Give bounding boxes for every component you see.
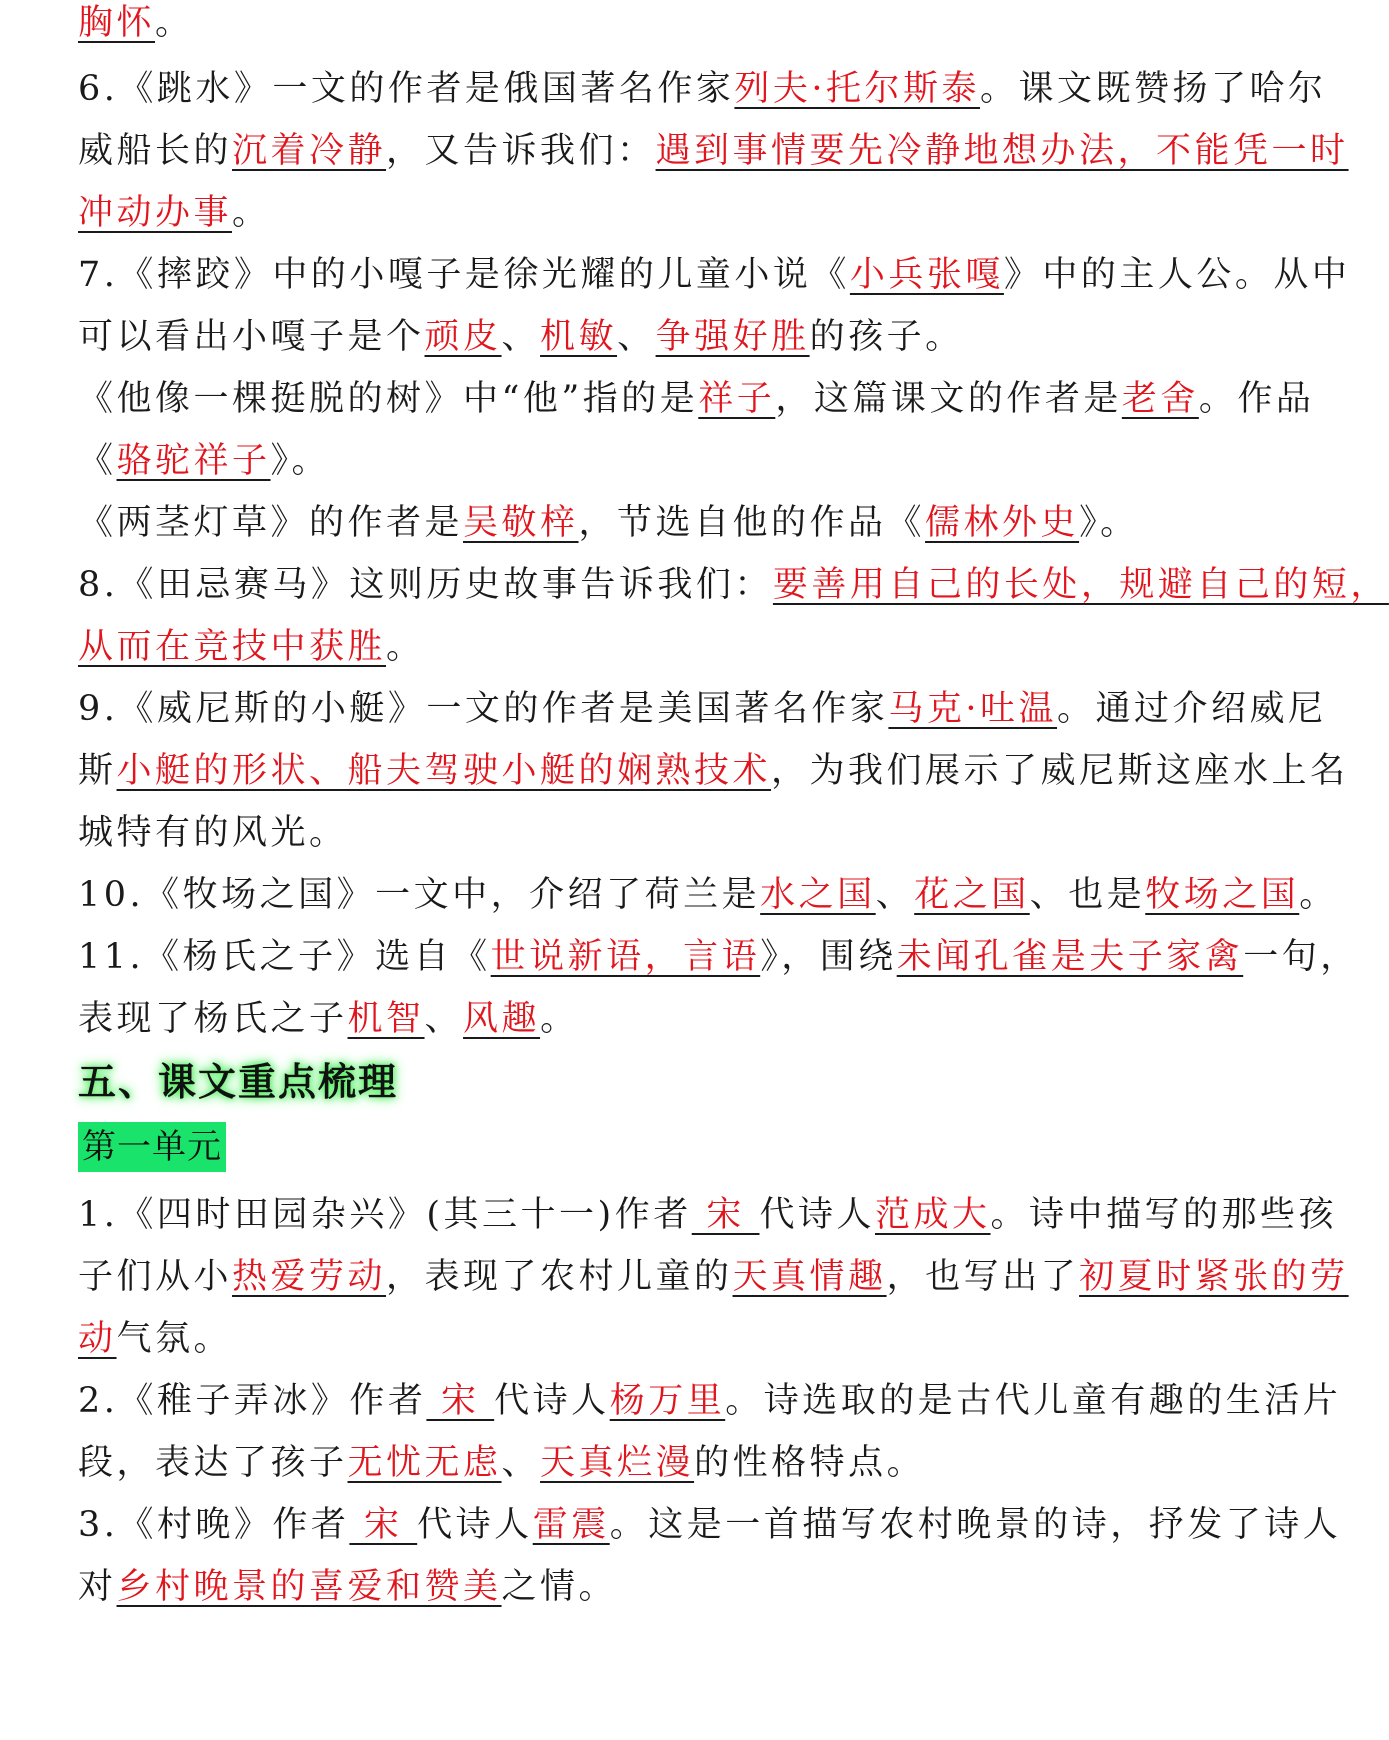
text-line	[78, 810, 348, 856]
answer-blank: 雷震	[532, 1505, 610, 1545]
answer-blank: 天真烂漫	[540, 1443, 695, 1483]
line-text: 子们从小	[78, 1257, 233, 1297]
text-line	[78, 314, 964, 360]
line-text: 的孩子。	[809, 317, 964, 357]
text-line	[78, 1378, 1341, 1424]
line-text: ，为我们展示了威尼斯这座水上名	[771, 751, 1349, 791]
text-line	[78, 1502, 1341, 1548]
line-text: 可以看出小嘎子是个	[78, 317, 425, 357]
text-line	[78, 562, 1389, 608]
line-text: 《两茎灯草》的作者是	[78, 503, 464, 543]
line-text: 10.《牧场之国》一文中，介绍了荷兰是	[78, 875, 761, 915]
answer-blank: 宋	[426, 1381, 495, 1421]
text-line	[78, 0, 194, 46]
line-text: 的性格特点。	[694, 1443, 926, 1483]
answer-blank: 沉着冷静	[232, 131, 387, 171]
answer-blank: 顽皮	[424, 317, 502, 357]
answer-blank: 胸怀	[78, 3, 156, 43]
text-line	[78, 1440, 925, 1486]
text-line	[78, 1564, 617, 1610]
text-line	[78, 686, 1327, 732]
answer-blank: 杨万里	[609, 1381, 726, 1421]
text-line	[78, 624, 425, 670]
answer-blank: 机智	[347, 999, 425, 1039]
answer-blank: 小兵张嘎	[849, 255, 1004, 295]
line-text: 、	[501, 317, 541, 357]
line-text: 。	[155, 3, 194, 43]
answer-blank: 乡村晚景的喜爱和赞美	[116, 1567, 502, 1607]
line-text: 威船长的	[78, 131, 233, 171]
line-text: 段，表达了孩子	[78, 1443, 348, 1483]
answer-blank: 从而在竞技中获胜	[78, 627, 387, 667]
text-line	[78, 128, 1349, 174]
line-text: ，表现了农村儿童的	[386, 1257, 733, 1297]
line-text: 。	[540, 999, 579, 1039]
line-text: 、	[617, 317, 656, 357]
text-line	[78, 66, 1327, 112]
answer-blank: 老舍	[1121, 379, 1199, 419]
answer-blank: 小艇的形状、船夫驾驶小艇的娴熟技术	[116, 751, 772, 791]
answer-blank: 吴敬梓	[463, 503, 579, 543]
line-text: 气氛。	[116, 1319, 233, 1359]
answer-blank: 冲动办事	[78, 193, 233, 233]
line-text: 。诗中描写的那些孩	[990, 1195, 1338, 1235]
line-text: 表现了杨氏之子	[78, 999, 348, 1039]
text-line	[78, 500, 1139, 546]
text-line	[78, 252, 1350, 298]
answer-blank: 动	[78, 1319, 117, 1359]
line-text: 8.《田忌赛马》这则历史故事告诉我们：	[78, 565, 773, 605]
answer-blank: 花之国	[914, 875, 1030, 915]
line-text: 。通过介绍威尼	[1057, 689, 1327, 729]
answer-blank: 水之国	[760, 875, 876, 915]
answer-blank: 争强好胜	[655, 317, 810, 357]
text-line	[78, 872, 1338, 918]
line-text: 、	[424, 999, 464, 1039]
line-text: 、	[875, 875, 915, 915]
answer-blank: 风趣	[463, 999, 541, 1039]
answer-blank: 热爱劳动	[232, 1257, 387, 1297]
section-heading: 五、课文重点梳理	[78, 1060, 399, 1104]
text-line	[78, 190, 271, 236]
line-text: 》中的主人公。从中	[1003, 255, 1351, 295]
text-line	[78, 1192, 1337, 1238]
line-text: 、也是	[1029, 875, 1146, 915]
line-text: 》，围绕	[760, 937, 897, 977]
line-text: 2.《稚子弄冰》作者	[78, 1381, 427, 1421]
line-text: ，节选自他的作品《	[578, 503, 926, 543]
line-text: 。课文既赞扬了哈尔	[980, 69, 1327, 109]
line-text: 11.《杨氏之子》选自《	[78, 937, 491, 977]
line-text: 城特有的风光。	[78, 813, 348, 853]
text-line	[78, 996, 579, 1042]
line-text: 9.《威尼斯的小艇》一文的作者是美国著名作家	[78, 689, 889, 729]
line-text: 。诗选取的是古代儿童有趣的生活片	[725, 1381, 1342, 1421]
answer-blank: 范成大	[875, 1195, 991, 1235]
answer-blank: 要善用自己的长处，规避自己的短，	[772, 565, 1389, 605]
text-line	[78, 1316, 232, 1362]
answer-blank: 列夫·托尔斯泰	[734, 69, 981, 109]
line-text: 。	[232, 193, 271, 233]
answer-blank: 机敏	[540, 317, 618, 357]
answer-blank: 遇到事情要先冷静地想办法，不能凭一时	[655, 131, 1349, 171]
text-line	[78, 376, 1314, 422]
text-line	[78, 1254, 1349, 1300]
line-text: ，这篇课文的作者是	[775, 379, 1122, 419]
line-text: 。	[1299, 875, 1338, 915]
line-text: ，又告诉我们：	[386, 131, 656, 171]
answer-blank: 初夏时紧张的劳	[1079, 1257, 1349, 1297]
text-line	[78, 748, 1349, 794]
line-text: 》。	[1079, 503, 1139, 543]
line-text: 《	[78, 441, 117, 481]
answer-blank: 骆驼祥子	[116, 441, 271, 481]
line-text: 代诗人	[759, 1195, 875, 1235]
line-text: 。	[386, 627, 425, 667]
line-text: 一句，	[1243, 937, 1359, 977]
answer-blank: 祥子	[698, 379, 776, 419]
unit-label: 第一单元	[78, 1122, 226, 1172]
line-text: 1.《四时田园杂兴》(其三十一)作者	[78, 1195, 692, 1235]
line-text: 3.《村晚》作者	[78, 1505, 350, 1545]
line-text: 。这是一首描写农村晚景的诗，抒发了诗人	[609, 1505, 1342, 1545]
answer-blank: 牧场之国	[1145, 875, 1300, 915]
line-text: 、	[501, 1443, 541, 1483]
line-text: 代诗人	[417, 1505, 533, 1545]
line-text: ，也写出了	[886, 1257, 1080, 1297]
line-text: 《他像一棵挺脱的树》中“他”指的是	[78, 379, 699, 419]
answer-blank: 天真情趣	[732, 1257, 887, 1297]
line-text: 7.《摔跤》中的小嘎子是徐光耀的儿童小说《	[78, 255, 850, 295]
line-text: 代诗人	[494, 1381, 610, 1421]
line-text: 。作品	[1198, 379, 1315, 419]
answer-blank: 宋	[691, 1195, 760, 1235]
line-text: 斯	[78, 751, 117, 791]
line-text: 之情。	[501, 1567, 618, 1607]
text-line	[78, 438, 330, 484]
answer-blank: 儒林外史	[925, 503, 1080, 543]
line-text: 》。	[270, 441, 331, 481]
text-line	[78, 934, 1359, 980]
answer-blank: 宋	[349, 1505, 418, 1545]
answer-blank: 无忧无虑	[347, 1443, 502, 1483]
answer-blank: 未闻孔雀是夫子家禽	[896, 937, 1244, 977]
line-text: 对	[78, 1567, 117, 1607]
answer-blank: 世说新语，言语	[490, 937, 761, 977]
answer-blank: 马克·吐温	[888, 689, 1058, 729]
line-text: 6.《跳水》一文的作者是俄国著名作家	[78, 69, 735, 109]
